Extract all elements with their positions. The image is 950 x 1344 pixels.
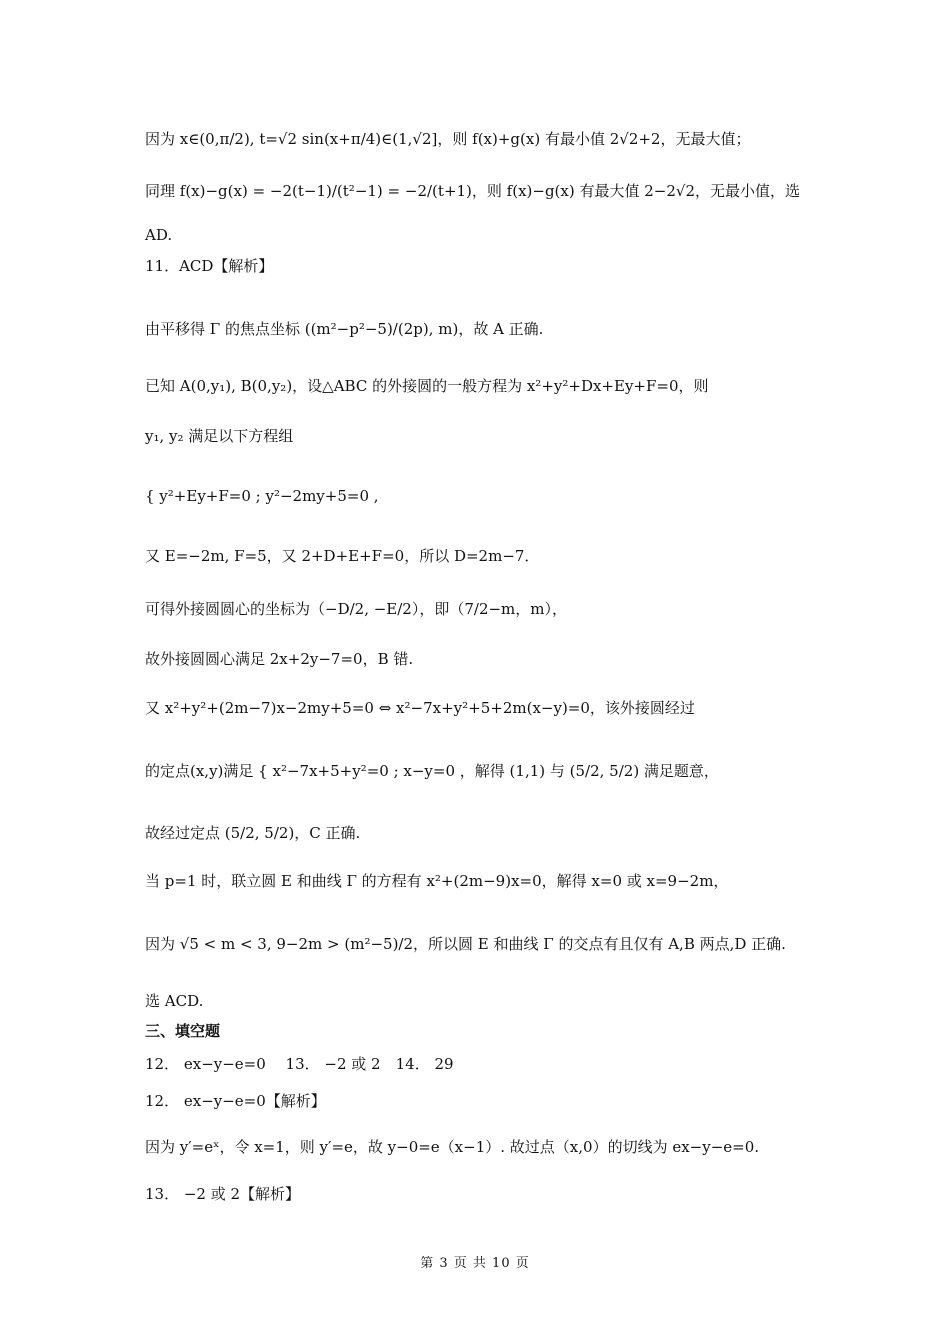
text-line-7: y₁, y₂ 满足以下方程组 (145, 427, 294, 445)
text-line-1: 因为 x∈(0,π/2), t=√2 sin(x+π/4)∈(1,√2]，则 f(x)+g(x) 有最小值 2√2+2，无最大值； (145, 130, 751, 148)
text-line-10: 可得外接圆圆心的坐标为（−D/2, −E/2），即（7/2−m，m）， (145, 600, 568, 618)
equation-system-1: { y²+Ey+F=0 ; y²−2my+5=0 , (145, 487, 379, 505)
text-line-2: 同理 f(x)−g(x) = −2(t−1)/(t²−1) = −2/(t+1)，则 f(x)−g(x) 有最大值 2−2√2，无最小值，选 (145, 182, 801, 200)
text-line-9: 又 E=−2m, F=5，又 2+D+E+F=0，所以 D=2m−7． (145, 547, 540, 565)
text-line-17: 选 ACD. (145, 992, 204, 1010)
question-11-header: 11．ACD【解析】 (145, 257, 274, 275)
text-line-5: 由平移得 Γ 的焦点坐标 ((m²−p²−5)/(2p), m)，故 A 正确. (145, 320, 544, 338)
text-line-14: 故经过定点 (5/2, 5/2)，C 正确. (145, 824, 361, 842)
text-line-3: AD. (145, 226, 173, 244)
text-line-16: 因为 √5 < m < 3, 9−2m > (m²−5)/2，所以圆 E 和曲线 Γ 的交点有且仅有 A,B 两点,D 正确. (145, 935, 786, 953)
text-line-6: 已知 A(0,y₁), B(0,y₂)，设△ABC 的外接圆的一般方程为 x²+y²+Dx+Ey+F=0，则 (145, 377, 709, 395)
question-12-header: 12． ex−y−e=0【解析】 (145, 1092, 326, 1110)
equation-system-2: 的定点(x,y)满足 { x²−7x+5+y²=0 ; x−y=0 ，解得 (1,1) 与 (5/2, 5/2) 满足题意， (145, 762, 719, 780)
section-heading: 三、填空题 (145, 1022, 221, 1040)
answers-summary: 12． ex−y−e=0 13． −2 或 2 14． 29 (145, 1055, 454, 1073)
question-13-header: 13． −2 或 2【解析】 (145, 1185, 301, 1203)
text-line-12: 又 x²+y²+(2m−7)x−2my+5=0 ⇔ x²−7x+y²+5+2m(x−y)=0，该外接圆经过 (145, 699, 695, 717)
text-line-21: 因为 y′=eˣ，令 x=1，则 y′=e，故 y−0=e（x−1）. 故过点（x,0）的切线为 ex−y−e=0. (145, 1138, 760, 1156)
text-line-15: 当 p=1 时，联立圆 E 和曲线 Γ 的方程有 x²+(2m−9)x=0，解得 x=0 或 x=9−2m， (145, 872, 729, 890)
page-footer: 第 3 页 共 10 页 (420, 1256, 530, 1271)
text-line-11: 故外接圆圆心满足 2x+2y−7=0，B 错. (145, 650, 414, 668)
